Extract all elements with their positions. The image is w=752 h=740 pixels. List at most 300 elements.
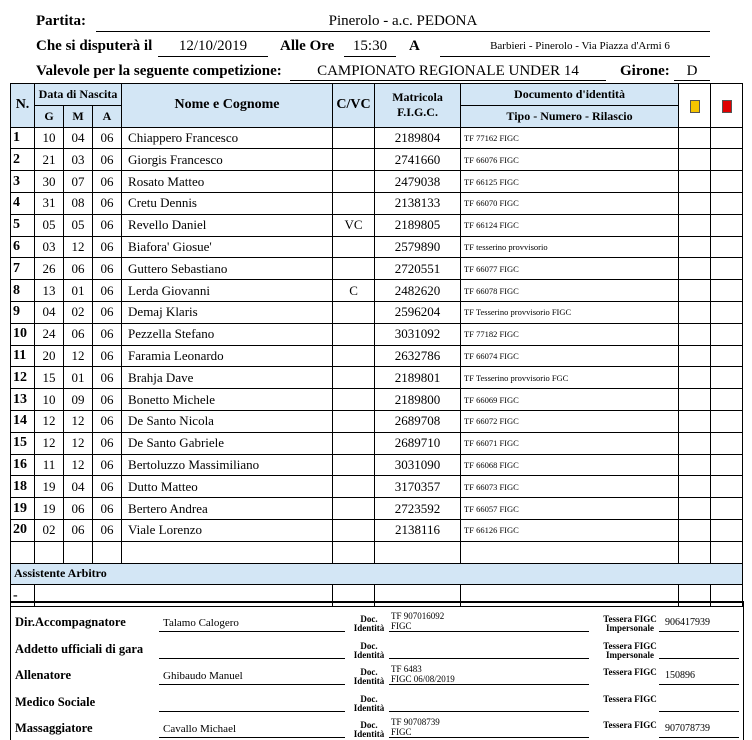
player-matricola: 2189805 <box>375 214 461 236</box>
player-matricola <box>375 541 461 563</box>
captain-flag <box>333 192 375 214</box>
birth-month <box>64 541 93 563</box>
player-document: TF 66126 FIGC <box>461 519 679 541</box>
yellow-card-cell <box>679 214 711 236</box>
date-underline <box>158 56 268 57</box>
player-document: TF 66077 FIGC <box>461 258 679 280</box>
captain-flag <box>333 389 375 411</box>
staff-tessera-value: 150896 <box>665 670 695 681</box>
yellow-card-cell <box>679 541 711 563</box>
birth-month: 12 <box>64 345 93 367</box>
table-row <box>11 454 743 476</box>
table-row <box>11 301 743 323</box>
player-name: Guttero Sebastiano <box>122 258 333 280</box>
birth-month: 06 <box>64 498 93 520</box>
captain-flag <box>333 454 375 476</box>
player-number: 19 <box>11 498 35 520</box>
birth-day <box>35 541 64 563</box>
player-matricola: 2596204 <box>375 301 461 323</box>
yellow-card-cell <box>679 519 711 541</box>
staff-name: Talamo Calogero <box>163 617 239 629</box>
player-document: TF 66078 FIGC <box>461 280 679 302</box>
player-document: TF 66070 FIGC <box>461 192 679 214</box>
player-number: 20 <box>11 519 35 541</box>
captain-flag <box>333 236 375 258</box>
ore-label: Alle Ore <box>280 38 335 54</box>
birth-year: 06 <box>93 345 122 367</box>
staff-doc-label: Doc. Identità <box>353 693 385 713</box>
player-number: 5 <box>11 214 35 236</box>
yellow-card-cell <box>679 301 711 323</box>
staff-role: Addetto ufficiali di gara <box>15 641 144 656</box>
player-name: Biafora' Giosue' <box>122 236 333 258</box>
captain-flag <box>333 127 375 149</box>
staff-row <box>11 634 743 661</box>
birth-day: 05 <box>35 214 64 236</box>
captain-flag <box>333 258 375 280</box>
player-name: Revello Daniel <box>122 214 333 236</box>
player-matricola: 2720551 <box>375 258 461 280</box>
birth-month: 03 <box>64 149 93 171</box>
col-a-header: A <box>93 105 122 127</box>
red-card-cell <box>711 301 743 323</box>
player-name: Lerda Giovanni <box>122 280 333 302</box>
table-row <box>11 149 743 171</box>
player-matricola: 2689710 <box>375 432 461 454</box>
staff-doc-label: Doc. Identità <box>353 614 385 633</box>
captain-flag <box>333 541 375 563</box>
player-document: TF 66057 FIGC <box>461 498 679 520</box>
birth-month: 04 <box>64 476 93 498</box>
captain-flag <box>333 345 375 367</box>
player-document: TF 77162 FIGC <box>461 127 679 149</box>
red-card-cell <box>711 236 743 258</box>
staff-name: Cavallo Michael <box>163 723 237 735</box>
player-matricola: 2189800 <box>375 389 461 411</box>
red-card-cell <box>711 476 743 498</box>
staff-section <box>10 601 744 740</box>
birth-year: 06 <box>93 236 122 258</box>
birth-day: 26 <box>35 258 64 280</box>
player-name: De Santo Nicola <box>122 410 333 432</box>
player-matricola: 2138133 <box>375 192 461 214</box>
table-row <box>11 498 743 520</box>
staff-name-underline <box>159 658 345 659</box>
staff-tessera-label: Tessera FIGC <box>603 667 657 677</box>
date-value: 12/10/2019 <box>178 38 248 54</box>
player-name: De Santo Gabriele <box>122 432 333 454</box>
player-name: Rosato Matteo <box>122 171 333 193</box>
birth-day: 11 <box>35 454 64 476</box>
player-number: 11 <box>11 345 35 367</box>
assistente-label: Assistente Arbitro <box>11 563 743 585</box>
birth-day: 10 <box>35 127 64 149</box>
player-document: TF 66068 FIGC <box>461 454 679 476</box>
staff-name-underline <box>159 711 345 712</box>
col-cvc-header: C/VC <box>333 84 375 128</box>
captain-flag <box>333 301 375 323</box>
yellow-card-cell <box>679 236 711 258</box>
staff-doc-line2: FIGC 06/08/2019 <box>391 674 455 684</box>
yellow-card-cell <box>679 498 711 520</box>
staff-doc-label: Doc. Identità <box>353 667 385 686</box>
captain-flag: VC <box>333 214 375 236</box>
staff-doc-line1: TF 90708739 <box>391 717 440 727</box>
red-card-cell <box>711 410 743 432</box>
staff-role: Massaggiatore <box>15 721 93 735</box>
player-document: TF 66125 FIGC <box>461 171 679 193</box>
captain-flag <box>333 410 375 432</box>
yellow-card-cell <box>679 367 711 389</box>
birth-day: 03 <box>35 236 64 258</box>
ore-underline <box>344 56 396 57</box>
red-card-cell <box>711 258 743 280</box>
player-document: TF tesserino provvisorio <box>461 236 679 258</box>
staff-doc-value <box>391 717 440 737</box>
staff-tessera-label: Tessera FIGC Impersonale <box>603 640 657 660</box>
birth-month: 12 <box>64 236 93 258</box>
player-number: 6 <box>11 236 35 258</box>
table-row <box>11 519 743 541</box>
staff-doc-value <box>391 664 455 684</box>
yellow-card-cell <box>679 127 711 149</box>
assistente-dash: - <box>11 585 35 607</box>
birth-day: 13 <box>35 280 64 302</box>
birth-day: 15 <box>35 367 64 389</box>
table-row <box>11 389 743 411</box>
player-matricola: 2189801 <box>375 367 461 389</box>
captain-flag <box>333 323 375 345</box>
red-card-cell <box>711 519 743 541</box>
birth-day: 24 <box>35 323 64 345</box>
birth-year: 06 <box>93 519 122 541</box>
col-doc-sub-header: Tipo - Numero - Rilascio <box>461 105 679 127</box>
staff-tessera-label: Tessera FIGC <box>603 693 657 704</box>
staff-row <box>11 713 743 740</box>
player-matricola: 2138116 <box>375 519 461 541</box>
red-card-header <box>711 84 743 128</box>
birth-day: 19 <box>35 498 64 520</box>
birth-year: 06 <box>93 127 122 149</box>
captain-flag <box>333 498 375 520</box>
birth-year: 06 <box>93 280 122 302</box>
player-name: Faramia Leonardo <box>122 345 333 367</box>
staff-doc-underline <box>389 711 589 712</box>
player-matricola: 2479038 <box>375 171 461 193</box>
yellow-card-cell <box>679 410 711 432</box>
staff-tessera-label: Tessera FIGC Impersonale <box>603 614 657 633</box>
player-matricola: 2689708 <box>375 410 461 432</box>
yellow-card-cell <box>679 280 711 302</box>
birth-year: 06 <box>93 410 122 432</box>
staff-name: Ghibaudo Manuel <box>163 670 243 682</box>
red-card-cell <box>711 280 743 302</box>
yellow-card-cell <box>679 454 711 476</box>
player-document: TF 66076 FIGC <box>461 149 679 171</box>
birth-year: 06 <box>93 192 122 214</box>
birth-month: 04 <box>64 127 93 149</box>
competition-underline <box>290 80 606 81</box>
player-name: Bertoluzzo Massimiliano <box>122 454 333 476</box>
captain-flag <box>333 432 375 454</box>
birth-year: 06 <box>93 258 122 280</box>
staff-role: Medico Sociale <box>15 694 96 709</box>
girone-value: D <box>686 63 698 79</box>
staff-name-underline <box>159 631 345 632</box>
player-number: 18 <box>11 476 35 498</box>
yellow-card-cell <box>679 258 711 280</box>
table-row <box>11 127 743 149</box>
col-m-header: M <box>64 105 93 127</box>
yellow-card-icon <box>690 100 700 113</box>
location-underline <box>440 56 710 57</box>
player-document: TF 66074 FIGC <box>461 345 679 367</box>
player-matricola: 2482620 <box>375 280 461 302</box>
col-matricola-header: Matricola F.I.G.C. <box>375 84 461 128</box>
birth-day: 10 <box>35 389 64 411</box>
red-card-cell <box>711 454 743 476</box>
birth-month: 12 <box>64 454 93 476</box>
birth-year: 06 <box>93 323 122 345</box>
table-row <box>11 192 743 214</box>
competition-value: CAMPIONATO REGIONALE UNDER 14 <box>317 63 579 79</box>
birth-month: 08 <box>64 192 93 214</box>
col-nome-header: Nome e Cognome <box>122 84 333 128</box>
table-row <box>11 214 743 236</box>
staff-doc-label: Doc. Identità <box>353 720 385 739</box>
col-data-header: Data di Nascita <box>35 84 122 106</box>
birth-month: 12 <box>64 432 93 454</box>
table-row <box>11 367 743 389</box>
player-document: TF 77182 FIGC <box>461 323 679 345</box>
partita-underline <box>96 31 710 32</box>
table-row <box>11 258 743 280</box>
birth-month: 06 <box>64 323 93 345</box>
staff-doc-line2: FIGC <box>391 621 412 631</box>
yellow-card-cell <box>679 192 711 214</box>
player-name: Giorgis Francesco <box>122 149 333 171</box>
birth-month: 07 <box>64 171 93 193</box>
staff-row <box>11 687 743 714</box>
staff-name-underline <box>159 684 345 685</box>
ore-value: 15:30 <box>352 38 388 54</box>
girone-label: Girone: <box>620 63 670 79</box>
table-row <box>11 236 743 258</box>
birth-year: 06 <box>93 432 122 454</box>
yellow-card-cell <box>679 149 711 171</box>
player-number: 15 <box>11 432 35 454</box>
birth-year: 06 <box>93 367 122 389</box>
birth-year: 06 <box>93 498 122 520</box>
captain-flag <box>333 149 375 171</box>
player-name: Cretu Dennis <box>122 192 333 214</box>
player-number: 4 <box>11 192 35 214</box>
yellow-card-cell <box>679 171 711 193</box>
player-name: Viale Lorenzo <box>122 519 333 541</box>
table-row <box>11 280 743 302</box>
player-matricola: 3031092 <box>375 323 461 345</box>
staff-tessera-underline <box>659 711 739 712</box>
partita-label: Partita: <box>36 13 86 29</box>
birth-month: 06 <box>64 519 93 541</box>
birth-year: 06 <box>93 301 122 323</box>
birth-year: 06 <box>93 454 122 476</box>
staff-doc-value <box>391 611 444 631</box>
player-matricola: 2189804 <box>375 127 461 149</box>
birth-month: 01 <box>64 367 93 389</box>
birth-year <box>93 541 122 563</box>
player-number: 10 <box>11 323 35 345</box>
birth-month: 09 <box>64 389 93 411</box>
player-name: Demaj Klaris <box>122 301 333 323</box>
player-document: TF 66073 FIGC <box>461 476 679 498</box>
table-row <box>11 410 743 432</box>
player-number: 13 <box>11 389 35 411</box>
player-document: TF 66069 FIGC <box>461 389 679 411</box>
player-document: TF 66124 FIGC <box>461 214 679 236</box>
red-card-cell <box>711 498 743 520</box>
staff-doc-line1: TF 907016092 <box>391 611 445 621</box>
player-matricola: 2632786 <box>375 345 461 367</box>
staff-tessera-underline <box>659 684 739 685</box>
player-matricola: 2741660 <box>375 149 461 171</box>
birth-day: 30 <box>35 171 64 193</box>
player-number: 9 <box>11 301 35 323</box>
player-name <box>122 541 333 563</box>
captain-flag <box>333 367 375 389</box>
yellow-card-cell <box>679 323 711 345</box>
col-n-header: N. <box>11 84 35 128</box>
birth-year: 06 <box>93 214 122 236</box>
birth-month: 02 <box>64 301 93 323</box>
player-number: 8 <box>11 280 35 302</box>
player-matricola: 2579890 <box>375 236 461 258</box>
captain-flag <box>333 519 375 541</box>
red-card-cell <box>711 214 743 236</box>
table-row <box>11 541 743 563</box>
staff-doc-label: Doc. Identità <box>353 640 385 660</box>
red-card-cell <box>711 367 743 389</box>
red-card-cell <box>711 541 743 563</box>
col-doc-header: Documento d'identità <box>461 84 679 106</box>
a-label: A <box>409 38 420 54</box>
birth-day: 04 <box>35 301 64 323</box>
birth-month: 12 <box>64 410 93 432</box>
staff-tessera-value: 907078739 <box>665 723 710 734</box>
player-name: Bonetto Michele <box>122 389 333 411</box>
valevole-label: Valevole per la seguente competizione: <box>36 63 282 79</box>
birth-day: 20 <box>35 345 64 367</box>
red-card-cell <box>711 323 743 345</box>
red-card-icon <box>722 100 732 113</box>
staff-tessera-value: 906417939 <box>665 617 710 628</box>
yellow-card-header <box>679 84 711 128</box>
red-card-cell <box>711 171 743 193</box>
roster-table <box>10 83 743 607</box>
staff-role: Allenatore <box>15 668 72 682</box>
player-number: 16 <box>11 454 35 476</box>
yellow-card-cell <box>679 476 711 498</box>
player-matricola: 2723592 <box>375 498 461 520</box>
player-matricola: 3170357 <box>375 476 461 498</box>
table-row <box>11 171 743 193</box>
birth-month: 01 <box>64 280 93 302</box>
player-name: Dutto Matteo <box>122 476 333 498</box>
birth-year: 06 <box>93 389 122 411</box>
player-document <box>461 541 679 563</box>
birth-day: 02 <box>35 519 64 541</box>
player-number: 12 <box>11 367 35 389</box>
birth-year: 06 <box>93 476 122 498</box>
birth-day: 12 <box>35 432 64 454</box>
yellow-card-cell <box>679 432 711 454</box>
table-row <box>11 432 743 454</box>
player-document: TF 66071 FIGC <box>461 432 679 454</box>
player-name: Chiappero Francesco <box>122 127 333 149</box>
player-number: 14 <box>11 410 35 432</box>
birth-day: 21 <box>35 149 64 171</box>
birth-year: 06 <box>93 171 122 193</box>
staff-doc-underline <box>389 658 589 659</box>
player-document: TF Tesserino provvisorio FGC <box>461 367 679 389</box>
assistente-row <box>11 563 743 585</box>
staff-row <box>11 607 743 634</box>
captain-flag: C <box>333 280 375 302</box>
player-document: TF 66072 FIGC <box>461 410 679 432</box>
staff-role: Dir.Accompagnatore <box>15 615 126 629</box>
partita-value: Pinerolo - a.c. PEDONA <box>328 13 478 29</box>
captain-flag <box>333 171 375 193</box>
player-name: Brahja Dave <box>122 367 333 389</box>
staff-doc-line1: TF 6483 <box>391 664 422 674</box>
red-card-cell <box>711 192 743 214</box>
location-value: Barbieri - Pinerolo - Via Piazza d'Armi 6 <box>490 40 670 52</box>
player-number: 2 <box>11 149 35 171</box>
player-document: TF Tesserino provvisorio FIGC <box>461 301 679 323</box>
red-card-cell <box>711 389 743 411</box>
staff-tessera-underline <box>659 658 739 659</box>
table-row <box>11 345 743 367</box>
staff-doc-underline <box>389 631 589 632</box>
red-card-cell <box>711 345 743 367</box>
birth-day: 31 <box>35 192 64 214</box>
red-card-cell <box>711 127 743 149</box>
player-matricola: 3031090 <box>375 454 461 476</box>
birth-year: 06 <box>93 149 122 171</box>
disputera-label: Che si disputerà il <box>36 38 153 54</box>
player-name: Bertero Andrea <box>122 498 333 520</box>
player-number: 3 <box>11 171 35 193</box>
staff-doc-underline <box>389 684 589 685</box>
captain-flag <box>333 476 375 498</box>
yellow-card-cell <box>679 345 711 367</box>
col-g-header: G <box>35 105 64 127</box>
red-card-cell <box>711 432 743 454</box>
girone-underline <box>674 80 710 81</box>
player-number: 7 <box>11 258 35 280</box>
table-row <box>11 476 743 498</box>
red-card-cell <box>711 149 743 171</box>
staff-tessera-underline <box>659 631 739 632</box>
player-number: 1 <box>11 127 35 149</box>
player-number <box>11 541 35 563</box>
birth-month: 05 <box>64 214 93 236</box>
yellow-card-cell <box>679 389 711 411</box>
birth-day: 12 <box>35 410 64 432</box>
birth-month: 06 <box>64 258 93 280</box>
staff-row <box>11 660 743 687</box>
table-row <box>11 323 743 345</box>
